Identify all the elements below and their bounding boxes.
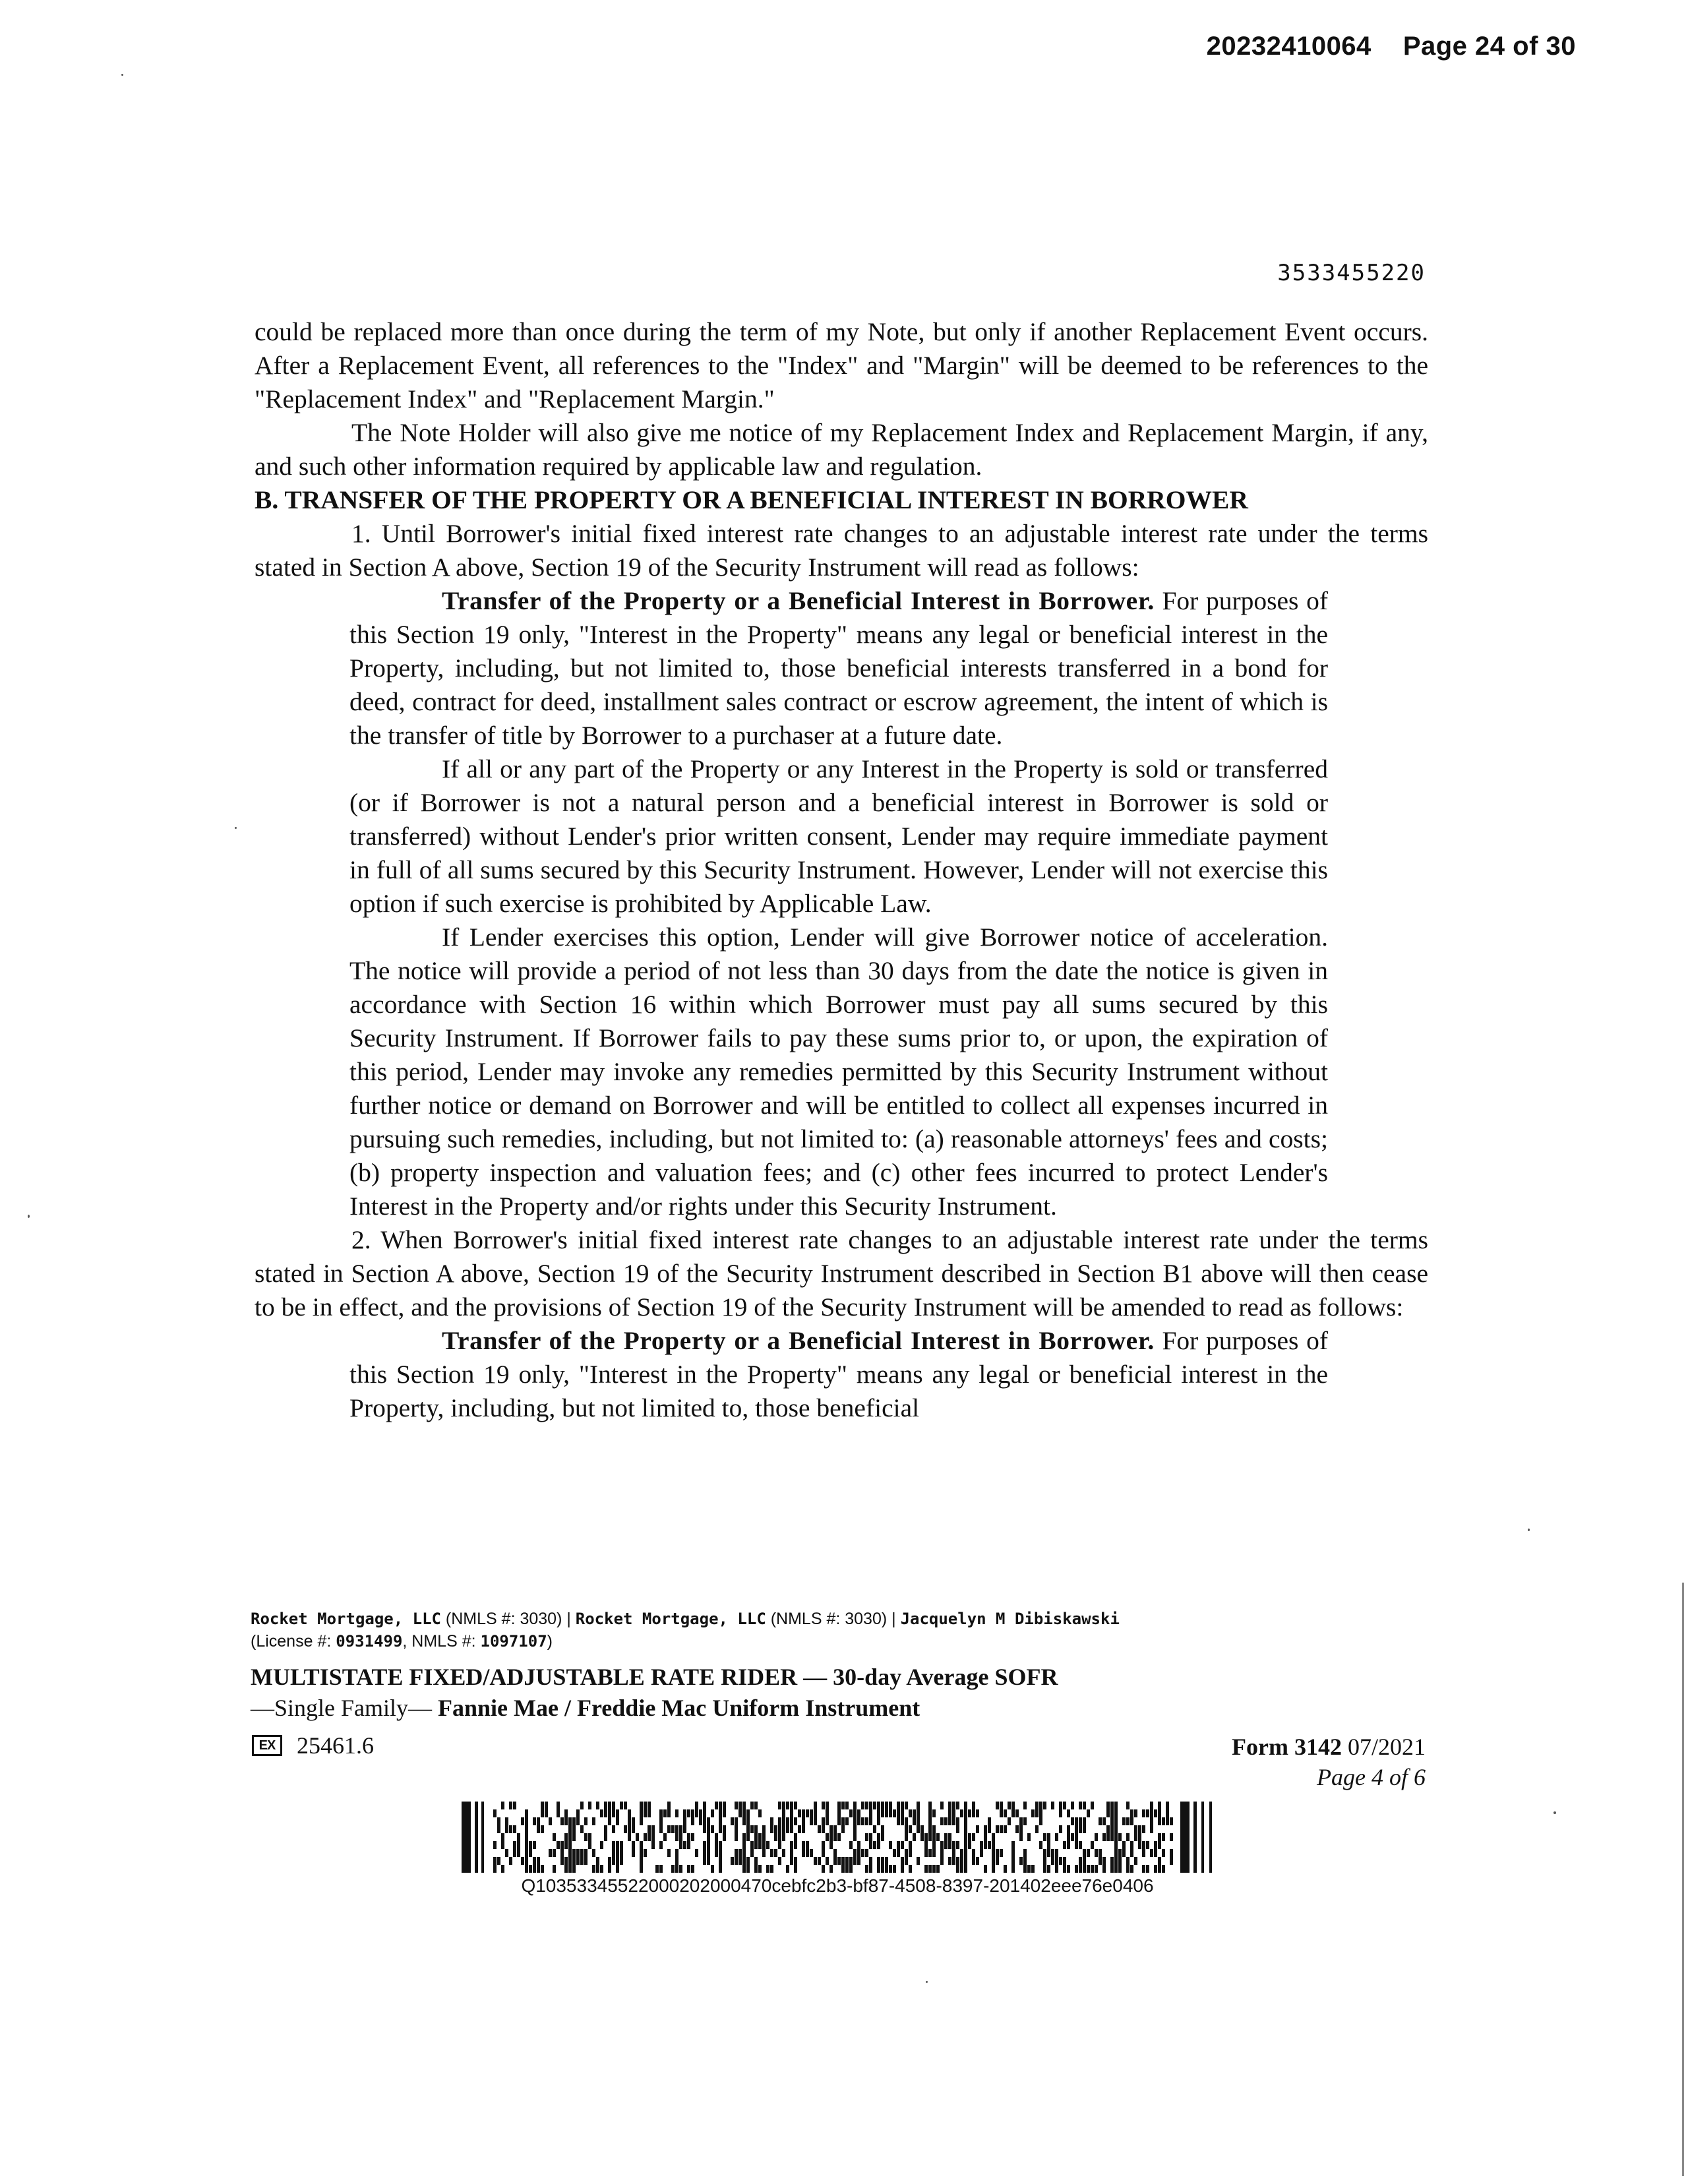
- scan-speck: [235, 827, 237, 829]
- quoted-section-19-amended: [349, 1324, 1328, 1425]
- form-title-line2: Fannie Mae / Freddie Mac Uniform Instrument: [438, 1695, 920, 1721]
- form-id: [252, 1732, 374, 1759]
- scan-speck: [926, 1981, 928, 1983]
- form-code: 25461.6: [297, 1732, 374, 1759]
- originator-nmls: 1097107: [480, 1632, 547, 1651]
- recording-page-label: Page 24 of 30: [1402, 32, 1576, 61]
- scan-speck: [1528, 1529, 1530, 1531]
- barcode-text: Q10353345522000202000470cebfc2b3-bf87-4508-8397-201402eee76e0406: [521, 1875, 1154, 1896]
- lender-name-2: Rocket Mortgage, LLC: [575, 1610, 766, 1628]
- license-number: 0931499: [336, 1632, 403, 1651]
- license-close: ): [547, 1632, 553, 1651]
- ellie-mae-ex-icon: EX: [252, 1735, 282, 1756]
- paragraph-notice: The Note Holder will also give me notice of my Replacement Index and Replacement Margin, if any, and such other information required by applicable law and regulation.: [255, 418, 1428, 481]
- scan-speck: [121, 74, 123, 76]
- quoted-section-text-2: For purposes of this Section 19 only, "Interest in the Property" means any legal or beneficial interest in the Property, including, but not limited to, those beneficial: [349, 1326, 1328, 1422]
- quoted-section-title-2: Transfer of the Property or a Beneficial Interest in Borrower.: [442, 1326, 1155, 1355]
- lender-nmls-2: (NMLS #: 3030) |: [766, 1610, 901, 1628]
- form-title: [251, 1662, 1058, 1724]
- lender-info: [251, 1608, 1437, 1653]
- originator-name: Jacquelyn M Dibiskawski: [900, 1610, 1120, 1628]
- scan-speck: [1553, 1811, 1556, 1814]
- recording-number: 20232410064: [1206, 32, 1372, 61]
- form-date: 07/2021: [1341, 1734, 1426, 1760]
- quoted-section-text: For purposes of this Section 19 only, "Interest in the Property" means any legal or beneficial interest in the Property, including, but not limited to, those beneficial interests transferred in a bond for deed, contract for deed, installment sales contract or escrow agreement, the intent of which is the transfer of title by Borrower to a purchaser at a future date.: [349, 586, 1328, 750]
- paragraph-b1: 1. Until Borrower's initial fixed interest rate changes to an adjustable interest rate under the terms stated in Section A above, Section 19 of the Security Instrument will read as follows:: [255, 519, 1428, 582]
- quoted-section-19-acceleration: If Lender exercises this option, Lender will give Borrower notice of acceleration. The notice will provide a period of not less than 30 days from the date the notice is given in accordance with Section 16 within which Borrower must pay all sums secured by this Security Instrument. If Borrower fails to pay these sums prior to, or upon, the expiration of this period, Lender may invoke any remedies permitted by this Security Instrument without further notice or demand on Borrower and will be entitled to collect all expenses incurred in pursuing such remedies, including, but not limited to: (a) reasonable attorneys' fees and costs; (b) property inspection and valuation fees; and (c) other fees incurred to protect Lender's Interest in the Property and/or rights under this Security Instrument.: [349, 923, 1328, 1221]
- paragraph-continuation: could be replaced more than once during the term of my Note, but only if another Replacement Event occurs. After a Replacement Event, all references to the "Index" and "Margin" will be deemed to be references to the "Replacement Index" and "Replacement Margin.": [255, 317, 1428, 413]
- nmls-label: , NMLS #:: [402, 1632, 481, 1651]
- scan-edge-line: [1682, 1583, 1684, 2176]
- form-number: Form 3142: [1232, 1734, 1342, 1760]
- form-number-block: [1232, 1732, 1426, 1792]
- form-title-line1: MULTISTATE FIXED/ADJUSTABLE RATE RIDER — 30-day Average SOFR: [251, 1664, 1058, 1690]
- barcode-image: [462, 1802, 1213, 1873]
- quoted-section-title: Transfer of the Property or a Beneficial Interest in Borrower.: [442, 586, 1155, 615]
- document-body: [255, 315, 1428, 1425]
- section-heading-b: B. TRANSFER OF THE PROPERTY OR A BENEFICIAL INTEREST IN BORROWER: [255, 485, 1248, 514]
- quoted-section-19-intro: [349, 584, 1328, 752]
- lender-name: Rocket Mortgage, LLC: [251, 1610, 441, 1628]
- loan-number: 3533455220: [1277, 260, 1426, 286]
- rider-page-number: Page 4 of 6: [1317, 1764, 1426, 1790]
- form-title-prefix: —Single Family—: [251, 1695, 438, 1721]
- quoted-section-19-sale: If all or any part of the Property or any Interest in the Property is sold or transferred (or if Borrower is not a natural person and a beneficial interest in Borrower is sold or transferred) without Lender's prior written consent, Lender may require immediate payment in full of all sums secured by this Security Instrument. However, Lender will not exercise this option if such exercise is prohibited by Applicable Law.: [349, 754, 1328, 918]
- license-label: (License #:: [251, 1632, 336, 1651]
- paragraph-b2: 2. When Borrower's initial fixed interest rate changes to an adjustable interest rate under the terms stated in Section A above, Section 19 of the Security Instrument described in Section B1 above will then cease to be in effect, and the provisions of Section 19 of the Security Instrument will be amended to read as follows:: [255, 1225, 1428, 1321]
- lender-nmls: (NMLS #: 3030) |: [440, 1610, 576, 1628]
- recording-header: [1207, 32, 1576, 61]
- scan-speck: [28, 1215, 30, 1218]
